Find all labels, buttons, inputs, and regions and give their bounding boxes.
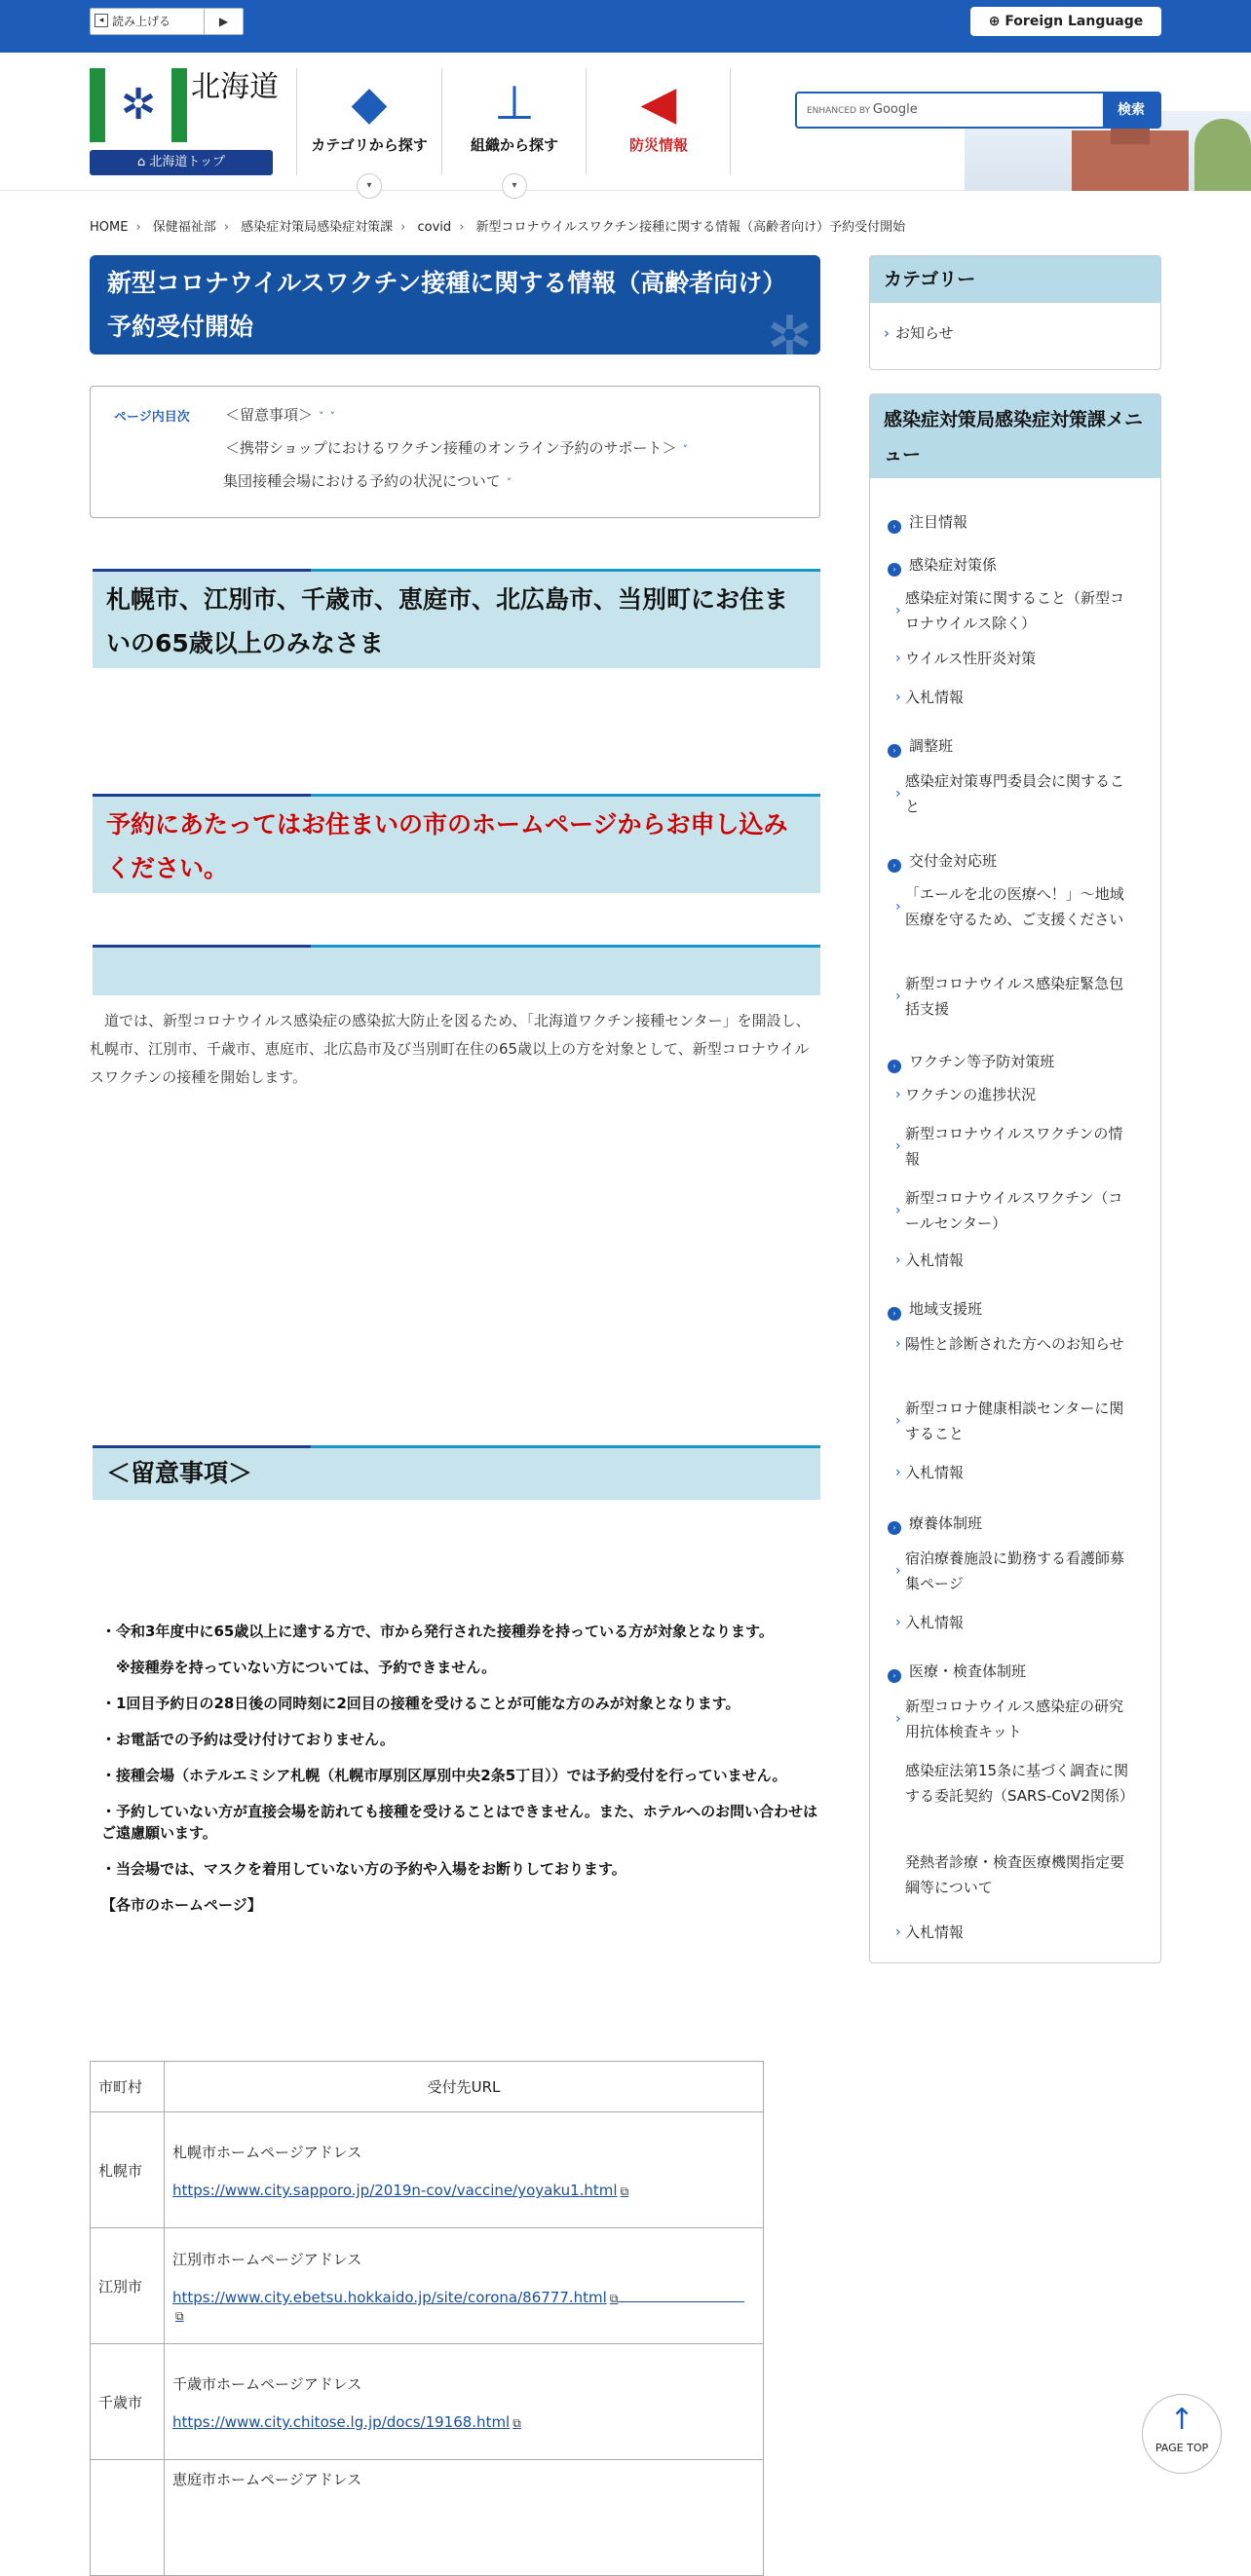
chevron-right-icon: › xyxy=(895,1924,901,1940)
chevron-right-icon: › xyxy=(895,1465,901,1480)
sidebar-menu-title: 感染症対策局感染症対策課メニュー xyxy=(870,394,1160,478)
menu-item[interactable]: › 感染症対策に関すること（新型コロナウイルス除く） xyxy=(895,589,1125,632)
nav-organization-label: 組織から探す xyxy=(470,136,558,154)
notes-list xyxy=(101,1621,822,1930)
intro-paragraph: 道では、新型コロナウイルス感染症の感染拡大防止を図るため、「北海道ワクチン接種センター」を開設し、札幌市、江別市、千歳市、恵庭市、北広島市及び当別町在住の65歳以上の方を対象として、新型コロナウイルスワクチンの接種を開始します。 xyxy=(90,1012,811,1086)
chevron-circle-icon: › xyxy=(888,744,901,758)
chevron-right-icon: › xyxy=(895,786,901,802)
breadcrumb: HOME › 保健福祉部 › 感染症対策局感染症対策課 › covid › 新型コロナウイルスワクチン接種に関する情報（高齢者向け）予約受付開始 xyxy=(90,220,906,235)
chevron-right-icon: › xyxy=(895,603,901,618)
note-item: ・接種会場（ホテルエミシア札幌（札幌市厚別区厚別中央2条5丁目））では予約受付を行っていません。 xyxy=(101,1767,787,1784)
heading-notes: ＜留意事項＞ xyxy=(106,1459,253,1487)
breadcrumb-covid[interactable]: covid xyxy=(417,220,452,235)
external-link-icon: ⧉ xyxy=(175,2309,184,2323)
chevron-circle-icon: › xyxy=(888,1060,901,1073)
menu-group[interactable]: › 感染症対策係 xyxy=(888,554,997,577)
addr-label: 札幌市ホームページアドレス xyxy=(172,2144,362,2161)
search-button[interactable]: 検索 xyxy=(1103,93,1159,127)
section-heading-notes xyxy=(93,1445,820,1500)
play-button[interactable]: ▶ xyxy=(204,9,243,34)
chevron-right-icon: › xyxy=(895,1711,901,1727)
note-item: 【各市のホームページ】 xyxy=(101,1896,262,1914)
external-link-icon: ⧉ xyxy=(609,2292,619,2305)
megaphone-icon: ◀ xyxy=(640,76,677,131)
menu-item[interactable]: › 陽性と診断された方へのお知らせ xyxy=(895,1335,1124,1353)
chevron-right-icon: › xyxy=(895,1139,901,1154)
heading-residents: 札幌市、江別市、千歳市、恵庭市、北広島市、当別町にお住まいの65歳以上のみなさま xyxy=(106,585,789,657)
menu-item[interactable]: › ワクチンの進捗状況 xyxy=(895,1086,1037,1103)
menu-item[interactable]: › 新型コロナウイルス感染症の研究用抗体検査キット xyxy=(895,1698,1124,1740)
chevron-down-icon[interactable]: ▾ xyxy=(357,173,382,199)
heading-reservation: 予約にあたってはお住まいの市のホームページからお申し込みください。 xyxy=(106,810,788,882)
nav-disaster[interactable] xyxy=(588,72,730,179)
chevron-circle-icon: › xyxy=(888,563,901,577)
menu-group[interactable]: › 交付金対応班 xyxy=(888,850,997,873)
arrow-up-icon: ↑ xyxy=(1169,2403,1194,2437)
menu-item[interactable]: › 入札情報 xyxy=(895,1464,965,1481)
top-bar xyxy=(0,0,1251,53)
nav-category-label: カテゴリから探す xyxy=(311,136,428,154)
chevron-right-icon: › xyxy=(895,1203,901,1218)
home-button[interactable] xyxy=(90,150,273,175)
chevron-right-icon: › xyxy=(895,1087,901,1102)
breadcrumb-division[interactable]: 感染症対策局感染症対策課 xyxy=(241,220,394,235)
city-url-link[interactable]: https://www.city.ebetsu.hokkaido.jp/site/corona/86777.html ⧉⧉ xyxy=(172,2289,755,2324)
addr-label: 千歳市ホームページアドレス xyxy=(172,2375,362,2393)
note-item: ・令和3年度中に65歳以上に達する方で、市から発行された接種券を持っている方が対象となります。 xyxy=(101,1623,774,1640)
external-link-icon: ⧉ xyxy=(512,2416,521,2430)
note-item: ・1回目予約日の28日後の同時刻に2回目の接種を受けることが可能な方のみが対象となります。 xyxy=(101,1695,740,1712)
menu-item[interactable]: › ウイルス性肝炎対策 xyxy=(895,650,1037,667)
chevron-right-icon: › xyxy=(884,324,890,342)
org-chart-icon: ⊥ xyxy=(494,76,535,131)
chevron-down-icon[interactable]: ▾ xyxy=(502,173,527,199)
table-row xyxy=(91,2460,764,2576)
menu-item[interactable]: › 新型コロナ健康相談センターに関すること xyxy=(895,1400,1124,1442)
nav-organization[interactable] xyxy=(443,72,586,191)
home-icon: ⌂ xyxy=(136,155,150,169)
toc-item[interactable]: ＜携帯ショップにおけるワクチン接種のオンライン予約のサポート＞ ˅ xyxy=(225,439,689,457)
note-item: ・予約していない方が直接会場を訪れても接種を受けることはできません。また、ホテルへのお問い合わせはご遠慮願います。 xyxy=(101,1803,818,1842)
table-row xyxy=(91,2228,764,2344)
chevron-right-icon: › xyxy=(895,690,901,705)
city-cell xyxy=(91,2460,165,2576)
breadcrumb-current: 新型コロナウイルスワクチン接種に関する情報（高齢者向け）予約受付開始 xyxy=(475,220,906,235)
search-placeholder: ENHANCED BY xyxy=(807,106,871,116)
menu-group[interactable]: › 調整班 xyxy=(888,735,953,758)
page-top-button[interactable] xyxy=(1142,2394,1222,2474)
menu-item[interactable]: 発熱者診療・検査医療機関指定要綱等について xyxy=(905,1853,1125,1896)
speaker-icon: ◂ xyxy=(95,14,108,27)
note-item: ・当会場では、マスクを着用していない方の予約や入場をお断りしております。 xyxy=(101,1860,626,1878)
nav-disaster-label: 防災情報 xyxy=(628,136,688,154)
menu-item[interactable]: › 入札情報 xyxy=(895,1251,965,1269)
foreign-language-button[interactable] xyxy=(970,7,1161,36)
addr-label: 江別市ホームページアドレス xyxy=(172,2251,362,2268)
home-button-label: 北海道トップ xyxy=(149,155,225,169)
addr-label: 恵庭市ホームページアドレス xyxy=(172,2471,362,2488)
nav-category[interactable] xyxy=(298,72,440,191)
read-aloud-label: 読み上げる xyxy=(112,15,171,28)
search-input[interactable] xyxy=(795,92,1161,129)
hokkaido-logo[interactable] xyxy=(90,68,187,142)
page-title xyxy=(90,255,820,368)
breadcrumb-home[interactable]: HOME xyxy=(90,220,129,235)
city-url-table xyxy=(90,2061,764,2576)
read-aloud-button[interactable] xyxy=(90,8,244,35)
toc-item[interactable]: 集団接種会場における予約の状況について ˅ xyxy=(223,472,512,490)
sidebar-category-title: カテゴリー xyxy=(870,256,1160,303)
chevron-circle-icon: › xyxy=(888,859,901,873)
sidebar-menu xyxy=(869,393,1161,1963)
breadcrumb-health[interactable]: 保健福祉部 xyxy=(152,220,216,235)
pref-name: 北海道 xyxy=(191,70,279,104)
menu-item[interactable]: › 新型コロナウイルスワクチンの情報 xyxy=(895,1125,1123,1168)
menu-group[interactable]: › 療養体制班 xyxy=(888,1512,982,1535)
table-row xyxy=(91,2344,764,2460)
chevron-right-icon: › xyxy=(895,989,901,1004)
emblem-icon: ✲ xyxy=(120,80,157,130)
site-header xyxy=(0,53,1251,191)
chevron-right-icon: › xyxy=(895,1563,901,1579)
city-cell: 千歳市 xyxy=(91,2344,165,2460)
menu-item[interactable]: › 感染症対策専門委員会に関すること xyxy=(895,772,1125,815)
note-item: ・お電話での予約は受け付けておりません。 xyxy=(101,1731,395,1748)
menu-item[interactable]: › 宿泊療養施設に勤務する看護師募集ページ xyxy=(895,1549,1125,1592)
menu-item[interactable]: › 新型コロナウイルス感染症緊急包括支援 xyxy=(895,975,1124,1018)
chevron-circle-icon: › xyxy=(888,1521,901,1535)
chevron-right-icon: › xyxy=(895,1615,901,1630)
sidebar-category-item[interactable]: › お知らせ xyxy=(884,324,954,342)
globe-icon: ⊕ xyxy=(988,14,1005,29)
page-title-text: 新型コロナウイルスワクチン接種に関する情報（高齢者向け）予約受付開始 xyxy=(107,269,787,341)
menu-group[interactable]: › 注目情報 xyxy=(888,511,967,534)
col-header-city: 市町村 xyxy=(91,2062,165,2112)
chevron-right-icon: › xyxy=(895,899,901,915)
chevron-circle-icon: › xyxy=(888,1307,901,1321)
menu-group[interactable]: › 地域支援班 xyxy=(888,1298,982,1321)
external-link-icon: ⧉ xyxy=(620,2184,629,2198)
section-heading-reservation xyxy=(93,794,820,893)
section-heading-empty xyxy=(93,945,820,995)
search-brand: Google xyxy=(872,102,918,117)
chevron-right-icon: › xyxy=(895,651,901,666)
chevron-circle-icon: › xyxy=(888,520,901,534)
menu-item[interactable]: › 「エールを北の医療へ！」～地域医療を守るため、ご支援ください xyxy=(895,885,1124,928)
city-url-link[interactable]: https://www.city.sapporo.jp/2019n-cov/vaccine/yoyaku1.html ⧉ xyxy=(172,2182,629,2199)
toc-item[interactable]: ＜留意事項＞ ˅ ˅ xyxy=(225,406,336,424)
menu-item[interactable]: › 入札情報 xyxy=(895,689,965,706)
toc-label: ページ内目次 xyxy=(114,410,190,425)
table-row xyxy=(91,2112,764,2228)
city-cell: 札幌市 xyxy=(91,2112,165,2228)
menu-item[interactable]: 感染症法第15条に基づく調査に関する委託契約（SARS-CoV2関係） xyxy=(905,1762,1134,1805)
foreign-language-label: Foreign Language xyxy=(1005,14,1144,29)
menu-group[interactable]: › ワクチン等予防対策班 xyxy=(888,1051,1054,1073)
sidebar-category xyxy=(869,255,1161,370)
city-url-link[interactable]: https://www.city.chitose.lg.jp/docs/19168.html ⧉ xyxy=(172,2413,521,2431)
chevron-right-icon: › xyxy=(895,1252,901,1268)
col-header-url: 受付先URL xyxy=(165,2062,764,2112)
menu-item[interactable]: › 新型コロナウイルスワクチン（コールセンター） xyxy=(895,1189,1123,1232)
chevron-right-icon: › xyxy=(895,1413,901,1429)
menu-item[interactable]: › 入札情報 xyxy=(895,1923,965,1941)
chevron-circle-icon: › xyxy=(888,1669,901,1683)
city-cell: 江別市 xyxy=(91,2228,165,2344)
menu-item[interactable]: › 入札情報 xyxy=(895,1614,965,1631)
tag-icon: ◆ xyxy=(351,76,388,131)
note-item: ※接種券を持っていない方については、予約できません。 xyxy=(101,1659,497,1676)
page-top-label: PAGE TOP xyxy=(1155,2442,1209,2454)
chevron-right-icon: › xyxy=(895,1336,901,1352)
section-heading-residents xyxy=(93,569,820,668)
menu-group[interactable]: › 医療・検査体制班 xyxy=(888,1661,1026,1683)
emblem-watermark-icon: ✲ xyxy=(767,305,813,368)
table-of-contents xyxy=(90,386,820,518)
